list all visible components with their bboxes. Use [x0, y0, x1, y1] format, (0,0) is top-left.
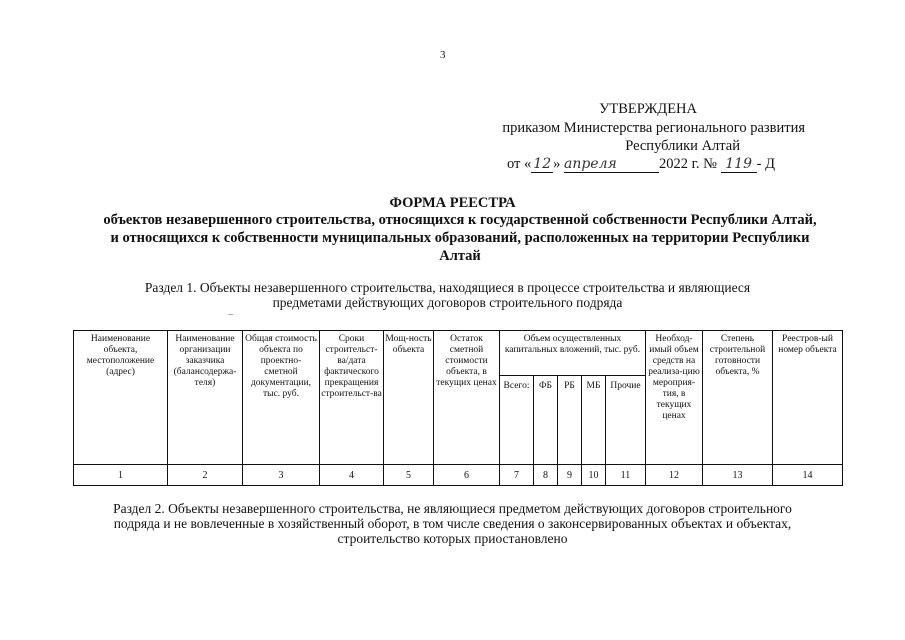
registry-table: [73, 330, 843, 486]
column-number: 8: [534, 465, 558, 486]
column-number: 1: [74, 465, 168, 486]
column-number: 6: [434, 465, 500, 486]
header-capacity: Мощ-ность объекта: [384, 331, 434, 465]
header-object-name: Наименование объекта, местоположение (адрес): [74, 331, 168, 465]
subheader-total: Всего:: [500, 376, 534, 465]
approval-region: Республики Алтай: [625, 138, 740, 154]
handwritten-number: 119: [721, 156, 757, 173]
header-construction-dates: Сроки строительст-ва/дата фактического прекращения строительст-ва: [320, 331, 384, 465]
date-mid: »: [553, 156, 564, 172]
column-number: 10: [582, 465, 606, 486]
handwritten-month: апреля: [564, 156, 659, 173]
approval-date-line: [507, 156, 775, 173]
column-number: 3: [243, 465, 320, 486]
approval-title: УТВЕРЖДЕНА: [599, 101, 697, 117]
column-number: 4: [320, 465, 384, 486]
column-number: 9: [558, 465, 582, 486]
column-number: 11: [606, 465, 646, 486]
subheader-other: Прочие: [606, 376, 646, 465]
column-number-row: [74, 465, 843, 486]
form-subtitle: объектов незавершенного строительства, относящихся к государственной собственности Республики Алтай, и относящихся к собственности муниципальных образований, расположенных на территории Республики Алтай: [103, 212, 817, 264]
subheader-fb: ФБ: [534, 376, 558, 465]
approval-issuer: приказом Министерства регионального развития: [502, 120, 805, 136]
subheader-mb: МБ: [582, 376, 606, 465]
form-title: ФОРМА РЕЕСТРА: [389, 195, 516, 211]
header-capital-investment: Объем осуществленных капитальных вложений, тыс. руб.: [500, 331, 646, 376]
header-required-funds: Необход-имый объем средств на реализа-цию мероприя-тия, в текущих ценах: [646, 331, 703, 465]
handwritten-day: 12: [533, 156, 552, 172]
date-prefix: от «: [507, 156, 532, 172]
header-total-cost: Общая стоимость объекта по проектно-сметной документации, тыс. руб.: [243, 331, 320, 465]
header-remaining-cost: Остаток сметной стоимости объекта, в текущих ценах: [434, 331, 500, 465]
column-number: 14: [773, 465, 843, 486]
column-number: 12: [646, 465, 703, 486]
section-1-heading: Раздел 1. Объекты незавершенного строительства, находящиеся в процессе строительства и являющиеся предметами действующих договоров строительного подряда: [144, 280, 751, 310]
dash-mark: –: [228, 309, 233, 320]
column-number: 7: [500, 465, 534, 486]
column-number: 13: [703, 465, 773, 486]
page-number: 3: [440, 49, 446, 61]
header-registry-number: Реестров-ый номер объекта: [773, 331, 843, 465]
header-readiness: Степень строительной готовности объекта, %: [703, 331, 773, 465]
header-customer: Наименование организации заказчика (балансодержа-теля): [168, 331, 243, 465]
header-row-1: [74, 331, 843, 376]
column-number: 5: [384, 465, 434, 486]
section-2-heading: Раздел 2. Объекты незавершенного строительства, не являющиеся предметом действующих договоров строительного подряда и не вовлеченные в хозяйственный оборот, в том числе сведения о законсервированных объектах и объектах, строительство которых приостановлено: [113, 501, 792, 546]
column-number: 2: [168, 465, 243, 486]
year-text: 2022 г. №: [658, 156, 718, 172]
subheader-rb: РБ: [558, 376, 582, 465]
number-suffix: - Д: [756, 156, 775, 172]
